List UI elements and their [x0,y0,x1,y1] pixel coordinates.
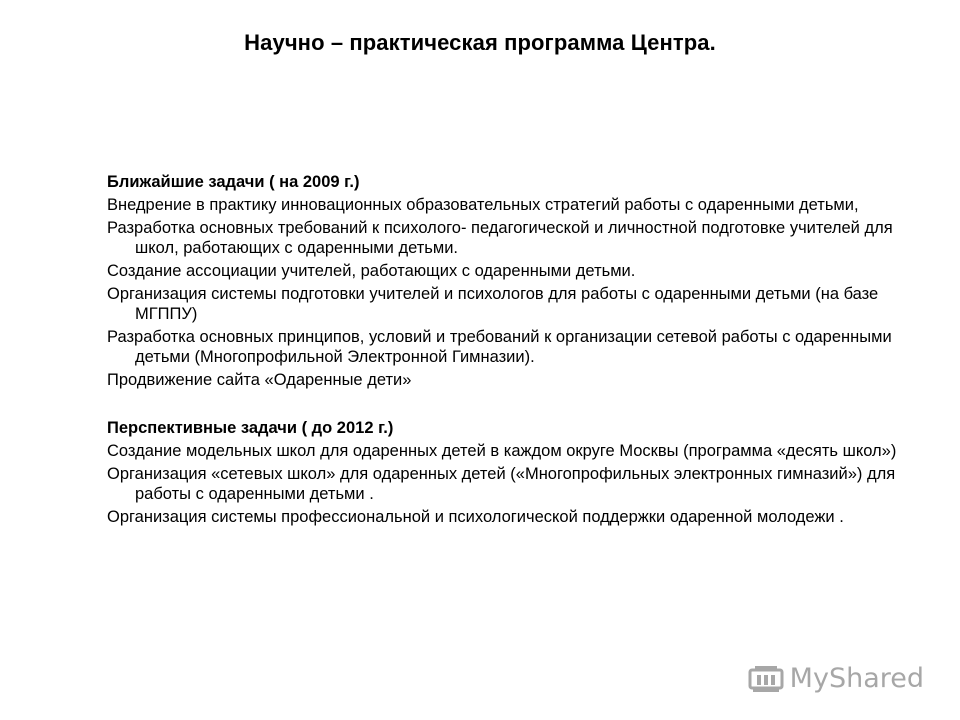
near-term-item-1: Внедрение в практику инновационных образовательных стратегий работы с одаренными детьми, [107,196,859,214]
near-term-item-2: Разработка основных требований к психолого- педагогической и личностной подготовке учителей для школ, работающих с одаренными детьми. [107,219,893,257]
near-term-item-6: Продвижение сайта «Одаренные дети» [107,371,412,389]
near-term-item-5: Разработка основных принципов, условий и требований к организации сетевой работы с одаренными детьми (Многопрофильной Электронной Гимназии). [107,328,892,366]
myshared-watermark [748,663,924,694]
myshared-logo-icon [748,664,784,694]
long-term-item-1: Создание модельных школ для одаренных детей в каждом округе Москвы (программа «десять школ») [107,442,897,460]
near-term-section [107,171,927,390]
long-term-heading: Перспективные задачи ( до 2012 г.) [107,419,394,437]
long-term-item-3: Организация системы профессиональной и психологической поддержки одаренной молодежи . [107,508,844,526]
long-term-item-2: Организация «сетевых школ» для одаренных детей («Многопрофильных электронных гимназий») для работы с одаренными детьми . [107,465,896,503]
near-term-heading: Ближайшие задачи ( на 2009 г.) [107,173,360,191]
section-spacer [107,393,927,417]
slide-content [107,171,927,530]
near-term-item-3: Создание ассоциации учителей, работающих с одаренными детьми. [107,262,636,280]
slide-title: Научно – практическая программа Центра. [244,30,716,55]
near-term-item-4: Организация системы подготовки учителей и психологов для работы с одаренными детьми (на базе МГППУ) [107,285,879,323]
watermark-text: MyShared [789,663,924,694]
long-term-section [107,417,927,527]
